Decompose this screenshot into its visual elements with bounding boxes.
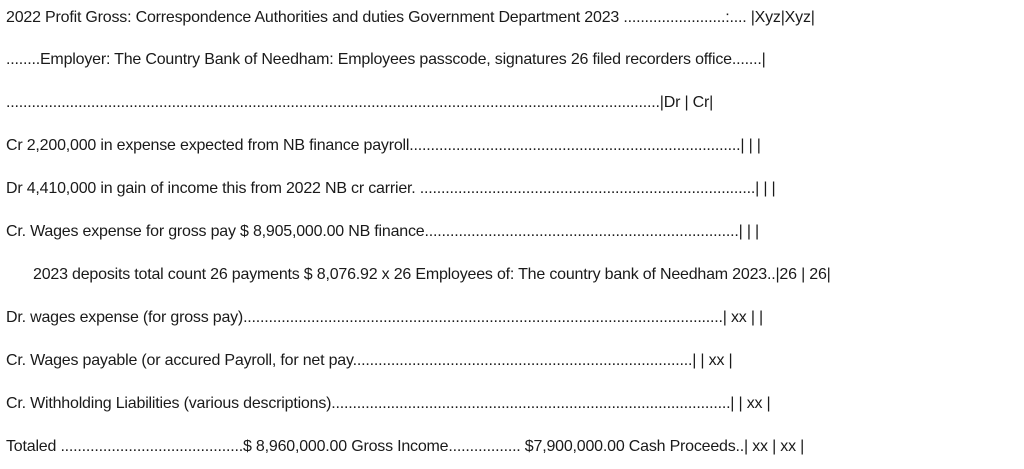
ledger-line-dr-wages-expense: Dr. wages expense (for gross pay).................................................................................................................| xx | | (6, 309, 763, 326)
dr-cr-header-line: ..........................................................................................................................................................|Dr | Cr| (6, 94, 714, 111)
ledger-line-deposits: 2023 deposits total count 26 payments $ 8,076.92 x 26 Employees of: The country bank of Needham 2023..|26 | 26| (33, 266, 831, 283)
ledger-line-dr-gain: Dr 4,410,000 in gain of income this from 2022 NB cr carrier. ...............................................................................| | | (6, 180, 776, 197)
totals-line: Totaled ...........................................$ 8,960,000.00 Gross Income................. $7,900,000.00 Cash Proceeds..| xx | xx | (6, 438, 805, 455)
ledger-line-cr-expense: Cr 2,200,000 in expense expected from NB finance payroll..............................................................................| | | (6, 137, 761, 154)
ledger-line-cr-wages-expense: Cr. Wages expense for gross pay $ 8,905,000.00 NB finance..........................................................................| | | (6, 223, 759, 240)
header-line: 2022 Profit Gross: Correspondence Authorities and duties Government Department 2023 ........................:.... |Xyz|Xyz| (6, 9, 815, 26)
ledger-line-cr-wages-payable: Cr. Wages payable (or accured Payroll, for net pay................................................................................| | xx | (6, 352, 733, 369)
employer-line: ........Employer: The Country Bank of Needham: Employees passcode, signatures 26 filed recorders office.......| (6, 51, 766, 68)
ledger-line-cr-withholding: Cr. Withholding Liabilities (various descriptions)..............................................................................................| | xx | (6, 395, 771, 412)
